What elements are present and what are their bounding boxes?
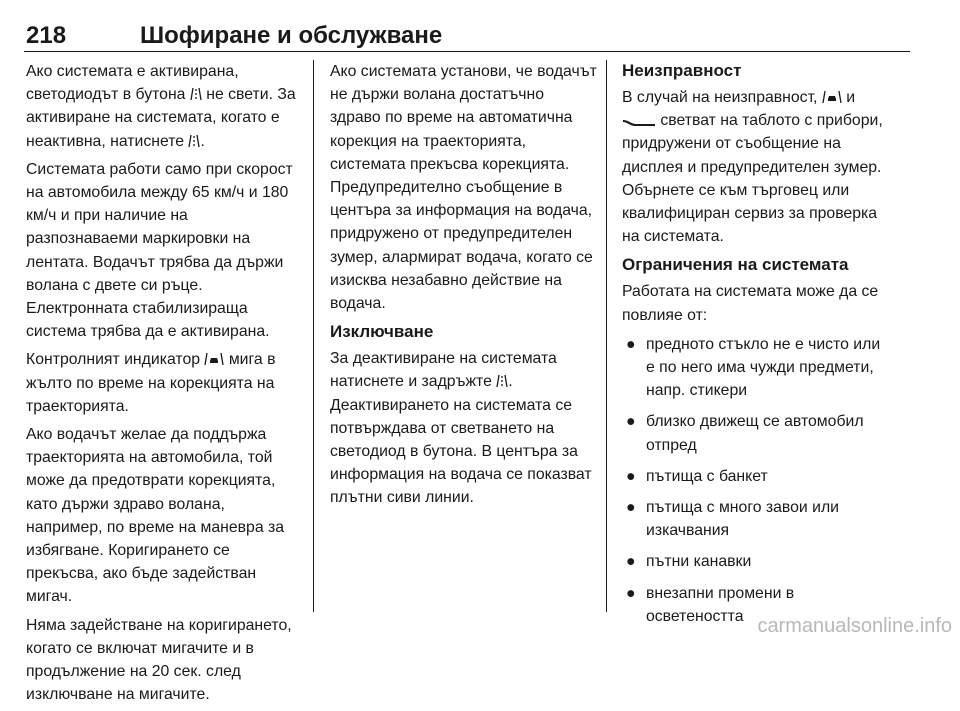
paragraph: Контролният индикатор мига в жълто по време на корекцията на траекторията. xyxy=(26,351,276,415)
column-2 xyxy=(330,60,598,515)
watermark: carmanualsonline.info xyxy=(757,615,952,637)
list-item: ● предното стъкло не е чисто или е по него има чужди предмети, напр. стикери xyxy=(622,333,888,403)
column-1 xyxy=(26,60,302,711)
column-divider xyxy=(313,60,314,612)
limitations-list xyxy=(622,333,888,628)
column-3 xyxy=(622,60,888,636)
header-rule xyxy=(24,51,910,52)
page-title: Шофиране и обслужване xyxy=(140,22,443,49)
column-divider xyxy=(606,60,607,612)
bullet: ● xyxy=(626,413,636,431)
list-item: ● близко движещ се автомобил отпред xyxy=(622,410,888,456)
paragraph: В случай на неизправност, и светват на таблото с прибори, придружени от съобщение на дисплея и предупредителен зумер. Обърнете се към търговец или квалифициран сервиз за проверка на системата. xyxy=(622,89,883,246)
lane-keep-button-icon xyxy=(496,374,508,388)
lane-departure-indicator-icon xyxy=(822,90,842,104)
page-number: 218 xyxy=(26,22,67,49)
paragraph: Ако водачът желае да поддържа траекторията на автомобила, той може да предотврати корекцията, като държи здраво волана, например, по време на маневра за избягване. Коригирането се прекъсва, ако бъде задействан мигач. xyxy=(26,426,285,606)
paragraph: Ако системата установи, че водачът не държи волана достатъчно здраво по време на автоматична корекция на траекторията, системата прекъсва корекцията. Предупредително съобщение в центъра за информация на водача, придружено от предупредителен зумер, алармират водача, когато се изисква незабавно действие на водача. xyxy=(330,63,597,313)
list-item: ● пътища с банкет xyxy=(622,465,888,488)
lane-departure-indicator-icon xyxy=(204,352,224,366)
list-item: ● пътни канавки xyxy=(622,550,888,573)
paragraph: Няма задействане на коригирането, когато се включат мигачите и в продължение на 20 сек. след изключване на мигачите. xyxy=(26,616,292,704)
list-item: ● внезапни промени в осветеността xyxy=(622,582,888,628)
paragraph: Работата на системата може да се повлияе от: xyxy=(622,283,879,324)
section-heading: Ограничения на системата xyxy=(622,255,849,275)
section-heading: Неизправност xyxy=(622,61,742,80)
bullet: ● xyxy=(626,335,636,353)
bullet: ● xyxy=(626,467,636,485)
steering-warning-icon xyxy=(622,117,656,127)
bullet: ● xyxy=(626,499,636,517)
lane-keep-button-icon xyxy=(190,87,202,101)
page-header xyxy=(24,20,934,56)
bullet: ● xyxy=(626,584,636,602)
paragraph: Ако системата е активирана, светодиодът в бутона не свети. За активиране на системата, когато е неактивна, натиснете . xyxy=(26,63,296,150)
lane-keep-button-icon xyxy=(188,134,200,148)
section-heading: Изключване xyxy=(330,322,434,342)
paragraph: За деактивиране на системата натиснете и задръжте . Деактивирането на системата се потвърждава от светването на светодиод в бутона. В центъра за информация на водача се показват плътни сиви линии. xyxy=(330,350,592,507)
list-item: ● пътища с много завои или изкачвания xyxy=(622,496,888,542)
bullet: ● xyxy=(626,553,636,571)
paragraph: Системата работи само при скорост на автомобила между 65 км/ч и 180 км/ч и при наличие на разпознаваеми маркировки на лентата. Водачът трябва да държи волана с двете си ръце. Електронната стабилизираща система трябва да е активирана. xyxy=(26,160,293,341)
